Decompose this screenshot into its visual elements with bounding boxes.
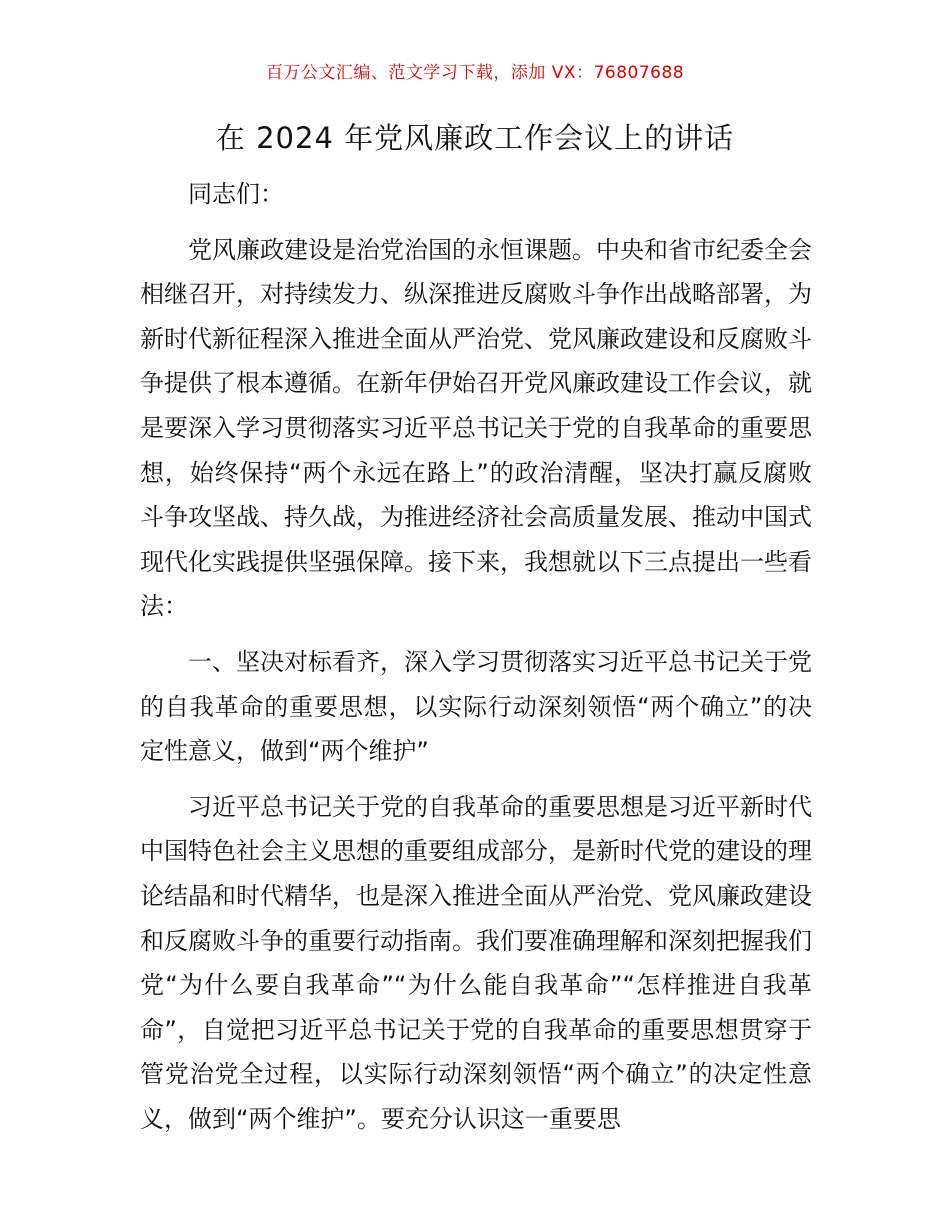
- section-heading-1: 一、坚决对标看齐，深入学习贯彻落实习近平总书记关于党的自我革命的重要思想，以实际行动深刻领悟“两个确立”的决定性意义，做到“两个维护”: [140, 647, 812, 766]
- paragraph-section-1: 习近平总书记关于党的自我革命的重要思想是习近平新时代中国特色社会主义思想的重要组成部分，是新时代党的建设的理论结晶和时代精华，也是深入推进全面从严治党、党风廉政建设和反腐败斗争的重要行动指南。我们要准确理解和深刻把握我们党“为什么要自我革命”“为什么能自我革命”“怎样推进自我革命”，自觉把习近平总书记关于党的自我革命的重要思想贯穿于管党治党全过程，以实际行动深刻领悟“两个确立”的决定性意义，做到“两个维护”。要充分认识这一重要思: [140, 792, 812, 1133]
- salutation: 同志们：: [188, 180, 284, 208]
- document-body: [140, 172, 812, 1141]
- document-title: 在 2024 年党风廉政工作会议上的讲话: [215, 121, 735, 155]
- watermark-header: 百万公文汇编、范文学习下载，添加 VX：76807688: [265, 63, 685, 83]
- paragraph-intro: 党风廉政建设是治党治国的永恒课题。中央和省市纪委全会相继召开，对持续发力、纵深推进反腐败斗争作出战略部署，为新时代新征程深入推进全面从严治党、党风廉政建设和反腐败斗争提供了根本遵循。在新年伊始召开党风廉政建设工作会议，就是要深入学习贯彻落实习近平总书记关于党的自我革命的重要思想，始终保持“两个永远在路上”的政治清醒，坚决打赢反腐败斗争攻坚战、持久战，为推进经济社会高质量发展、推动中国式现代化实践提供坚强保障。接下来，我想就以下三点提出一些看法：: [140, 235, 812, 621]
